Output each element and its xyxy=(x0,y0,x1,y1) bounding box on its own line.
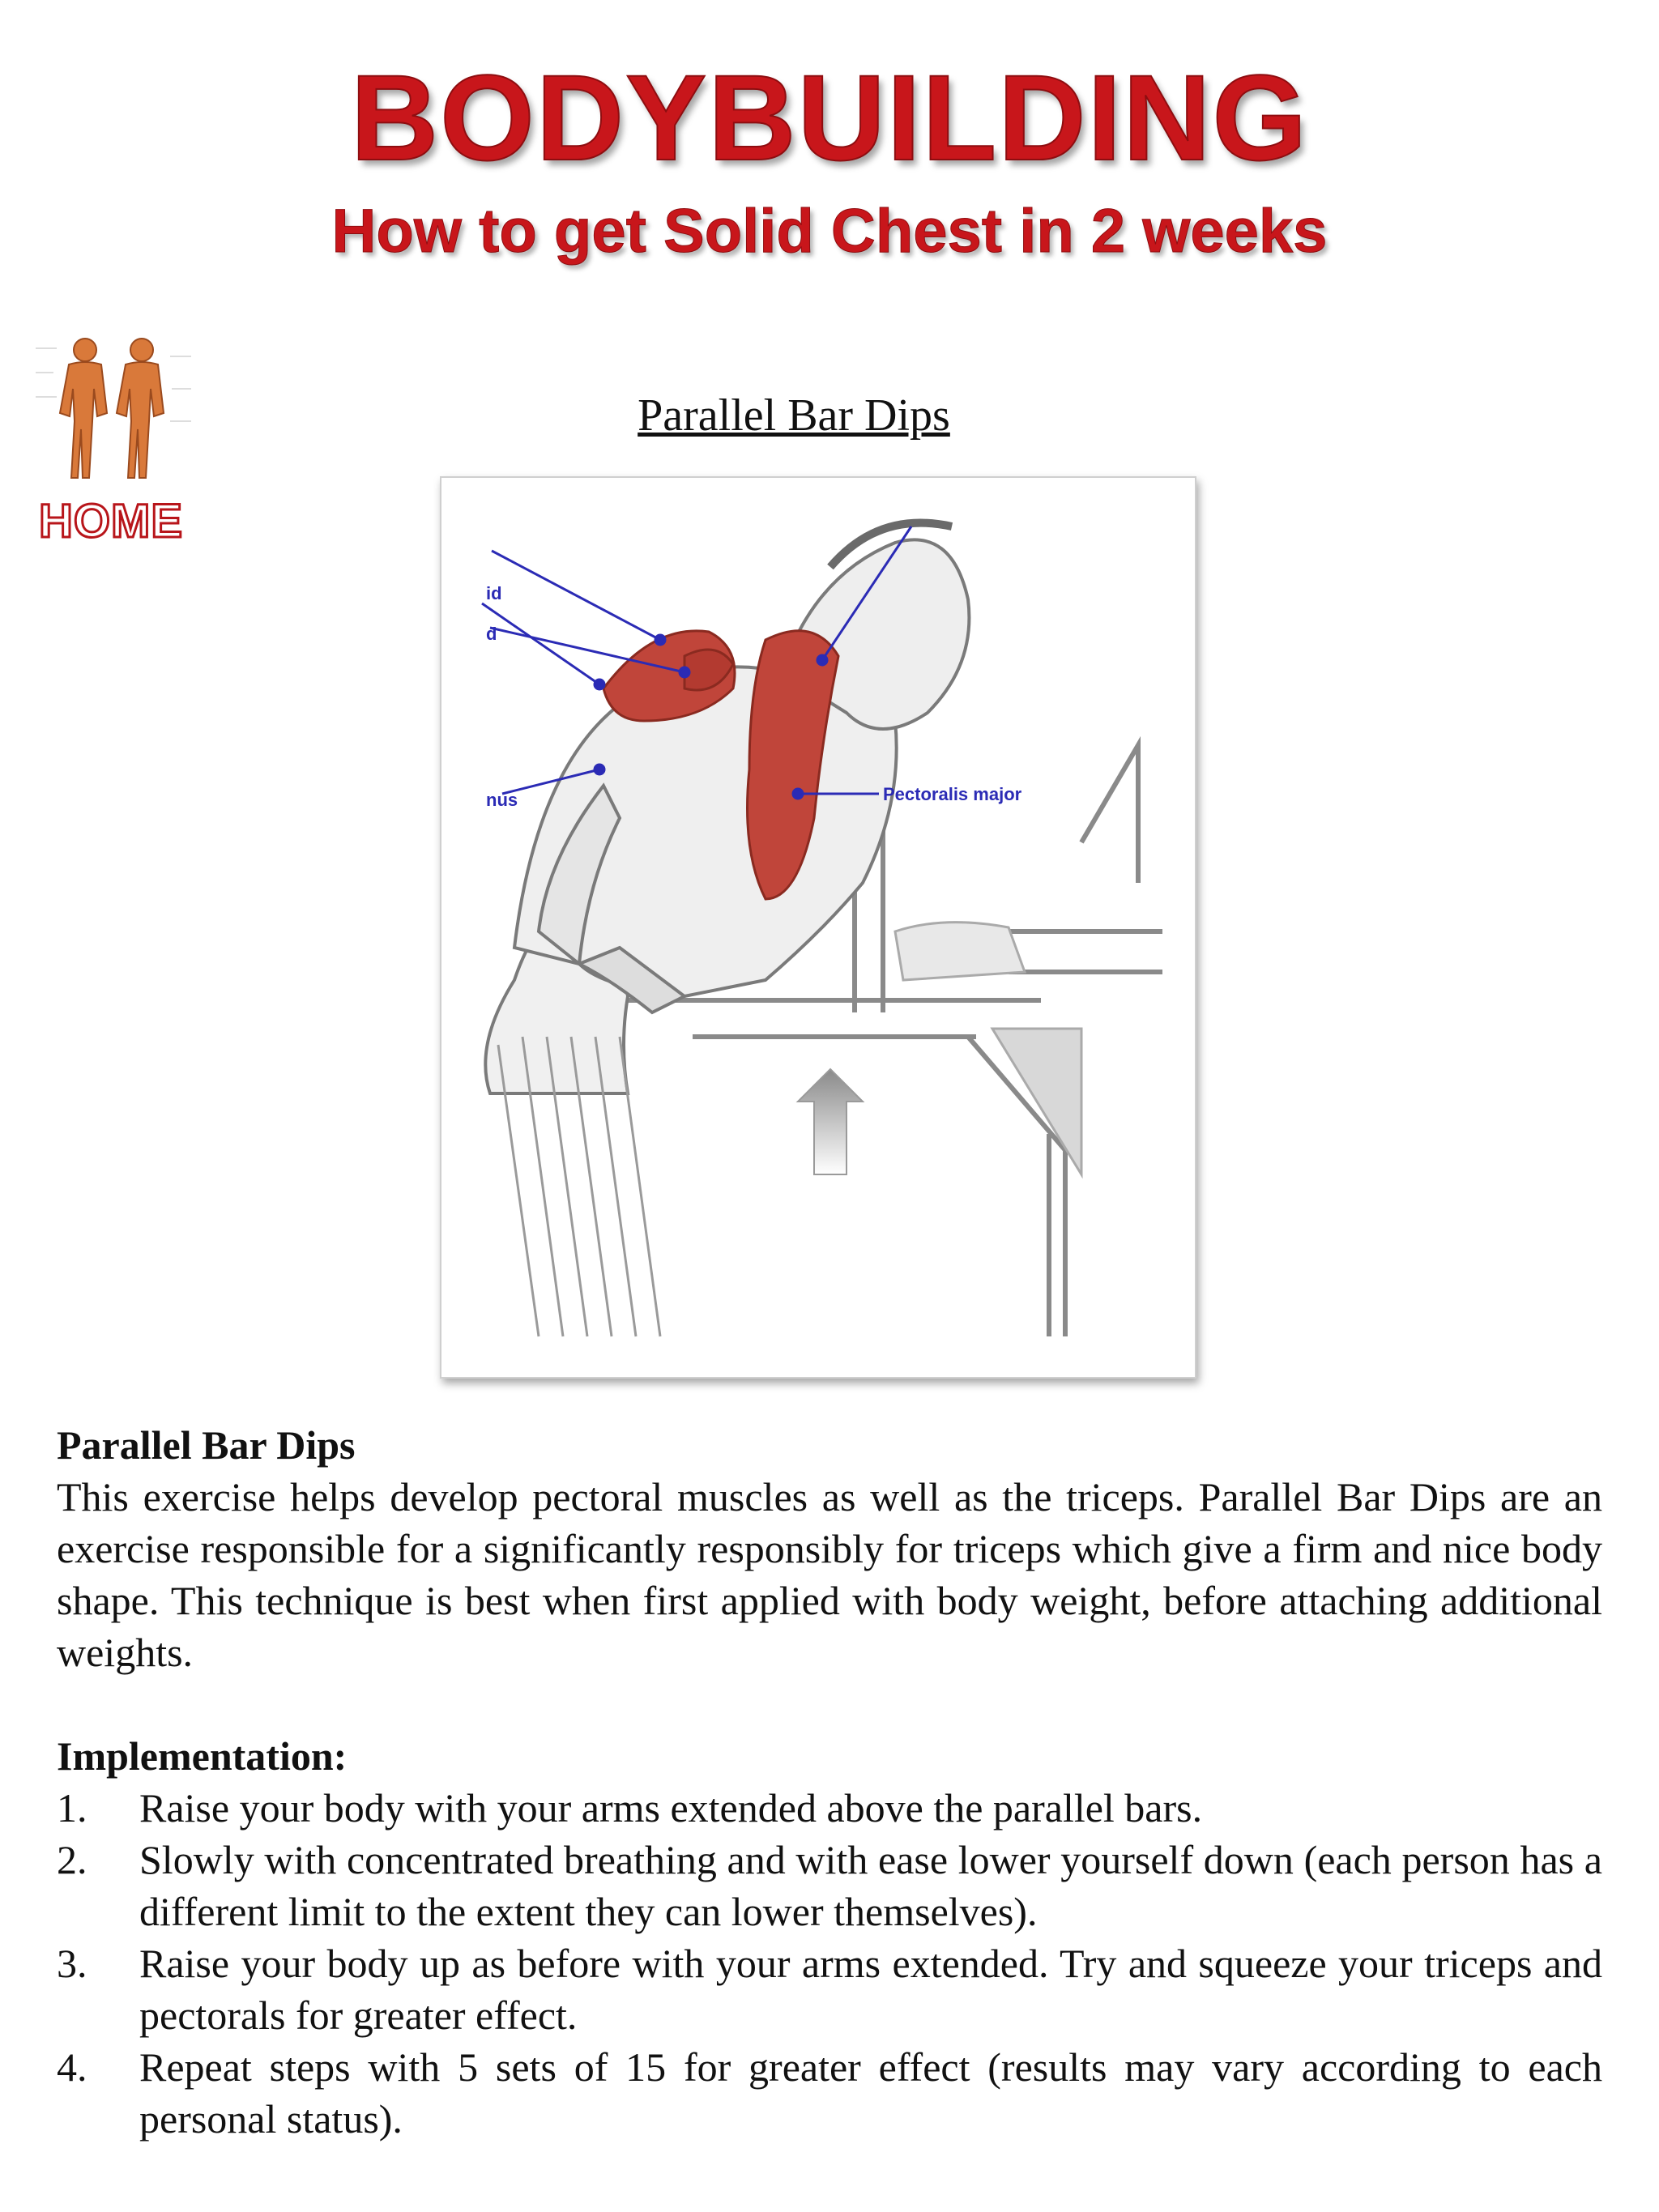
implementation-steps xyxy=(57,1782,1602,2145)
paragraph-spacer xyxy=(57,1678,1602,1730)
implementation-heading: Implementation: xyxy=(57,1733,348,1779)
article-heading: Parallel Bar Dips xyxy=(57,1422,356,1468)
list-item xyxy=(57,1782,1602,1834)
partial-muscle-label-1: id xyxy=(486,583,502,603)
page-banner xyxy=(0,49,1659,271)
step-text: Raise your body up as before with your arms extended. Try and squeeze your triceps and pectorals for greater effect. xyxy=(139,1941,1602,2038)
list-item xyxy=(57,2041,1602,2145)
upward-arrow-icon xyxy=(798,1069,863,1174)
banner-subtitle: How to get Solid Chest in 2 weeks xyxy=(331,197,1328,266)
pectoralis-major-label: Pectoralis major xyxy=(883,784,1022,804)
article-body xyxy=(57,1419,1602,2145)
exercise-illustration xyxy=(440,476,1196,1379)
partial-muscle-label-2: d xyxy=(486,624,497,644)
article-intro: This exercise helps develop pectoral muscles as well as the triceps. Parallel Bar Dips are an exercise responsible for a significantly responsibly for triceps which give a firm and nice body shape. This technique is best when first applied with body weight, before attaching additional weights. xyxy=(57,1474,1602,1675)
step-number: 2. xyxy=(57,1837,87,1882)
step-text: Raise your body with your arms extended above the parallel bars. xyxy=(139,1785,1203,1831)
athlete-figure xyxy=(485,523,969,1336)
step-number: 3. xyxy=(57,1941,87,1986)
partial-muscle-label-3: nus xyxy=(486,790,518,810)
list-item xyxy=(57,1937,1602,2041)
banner-title: BODYBUILDING xyxy=(350,49,1309,185)
step-number: 4. xyxy=(57,2044,87,2090)
parallel-bar-dips-drawing xyxy=(441,478,1195,1377)
step-text: Repeat steps with 5 sets of 15 for greater effect (results may vary according to each personal status). xyxy=(139,2044,1602,2142)
list-item xyxy=(57,1834,1602,1937)
page-title: Parallel Bar Dips xyxy=(638,390,950,441)
home-label: HOME xyxy=(39,495,183,548)
step-number: 1. xyxy=(57,1785,87,1831)
step-text: Slowly with concentrated breathing and with ease lower yourself down (each person has a different limit to the extent they can lower themselves). xyxy=(139,1837,1602,1934)
